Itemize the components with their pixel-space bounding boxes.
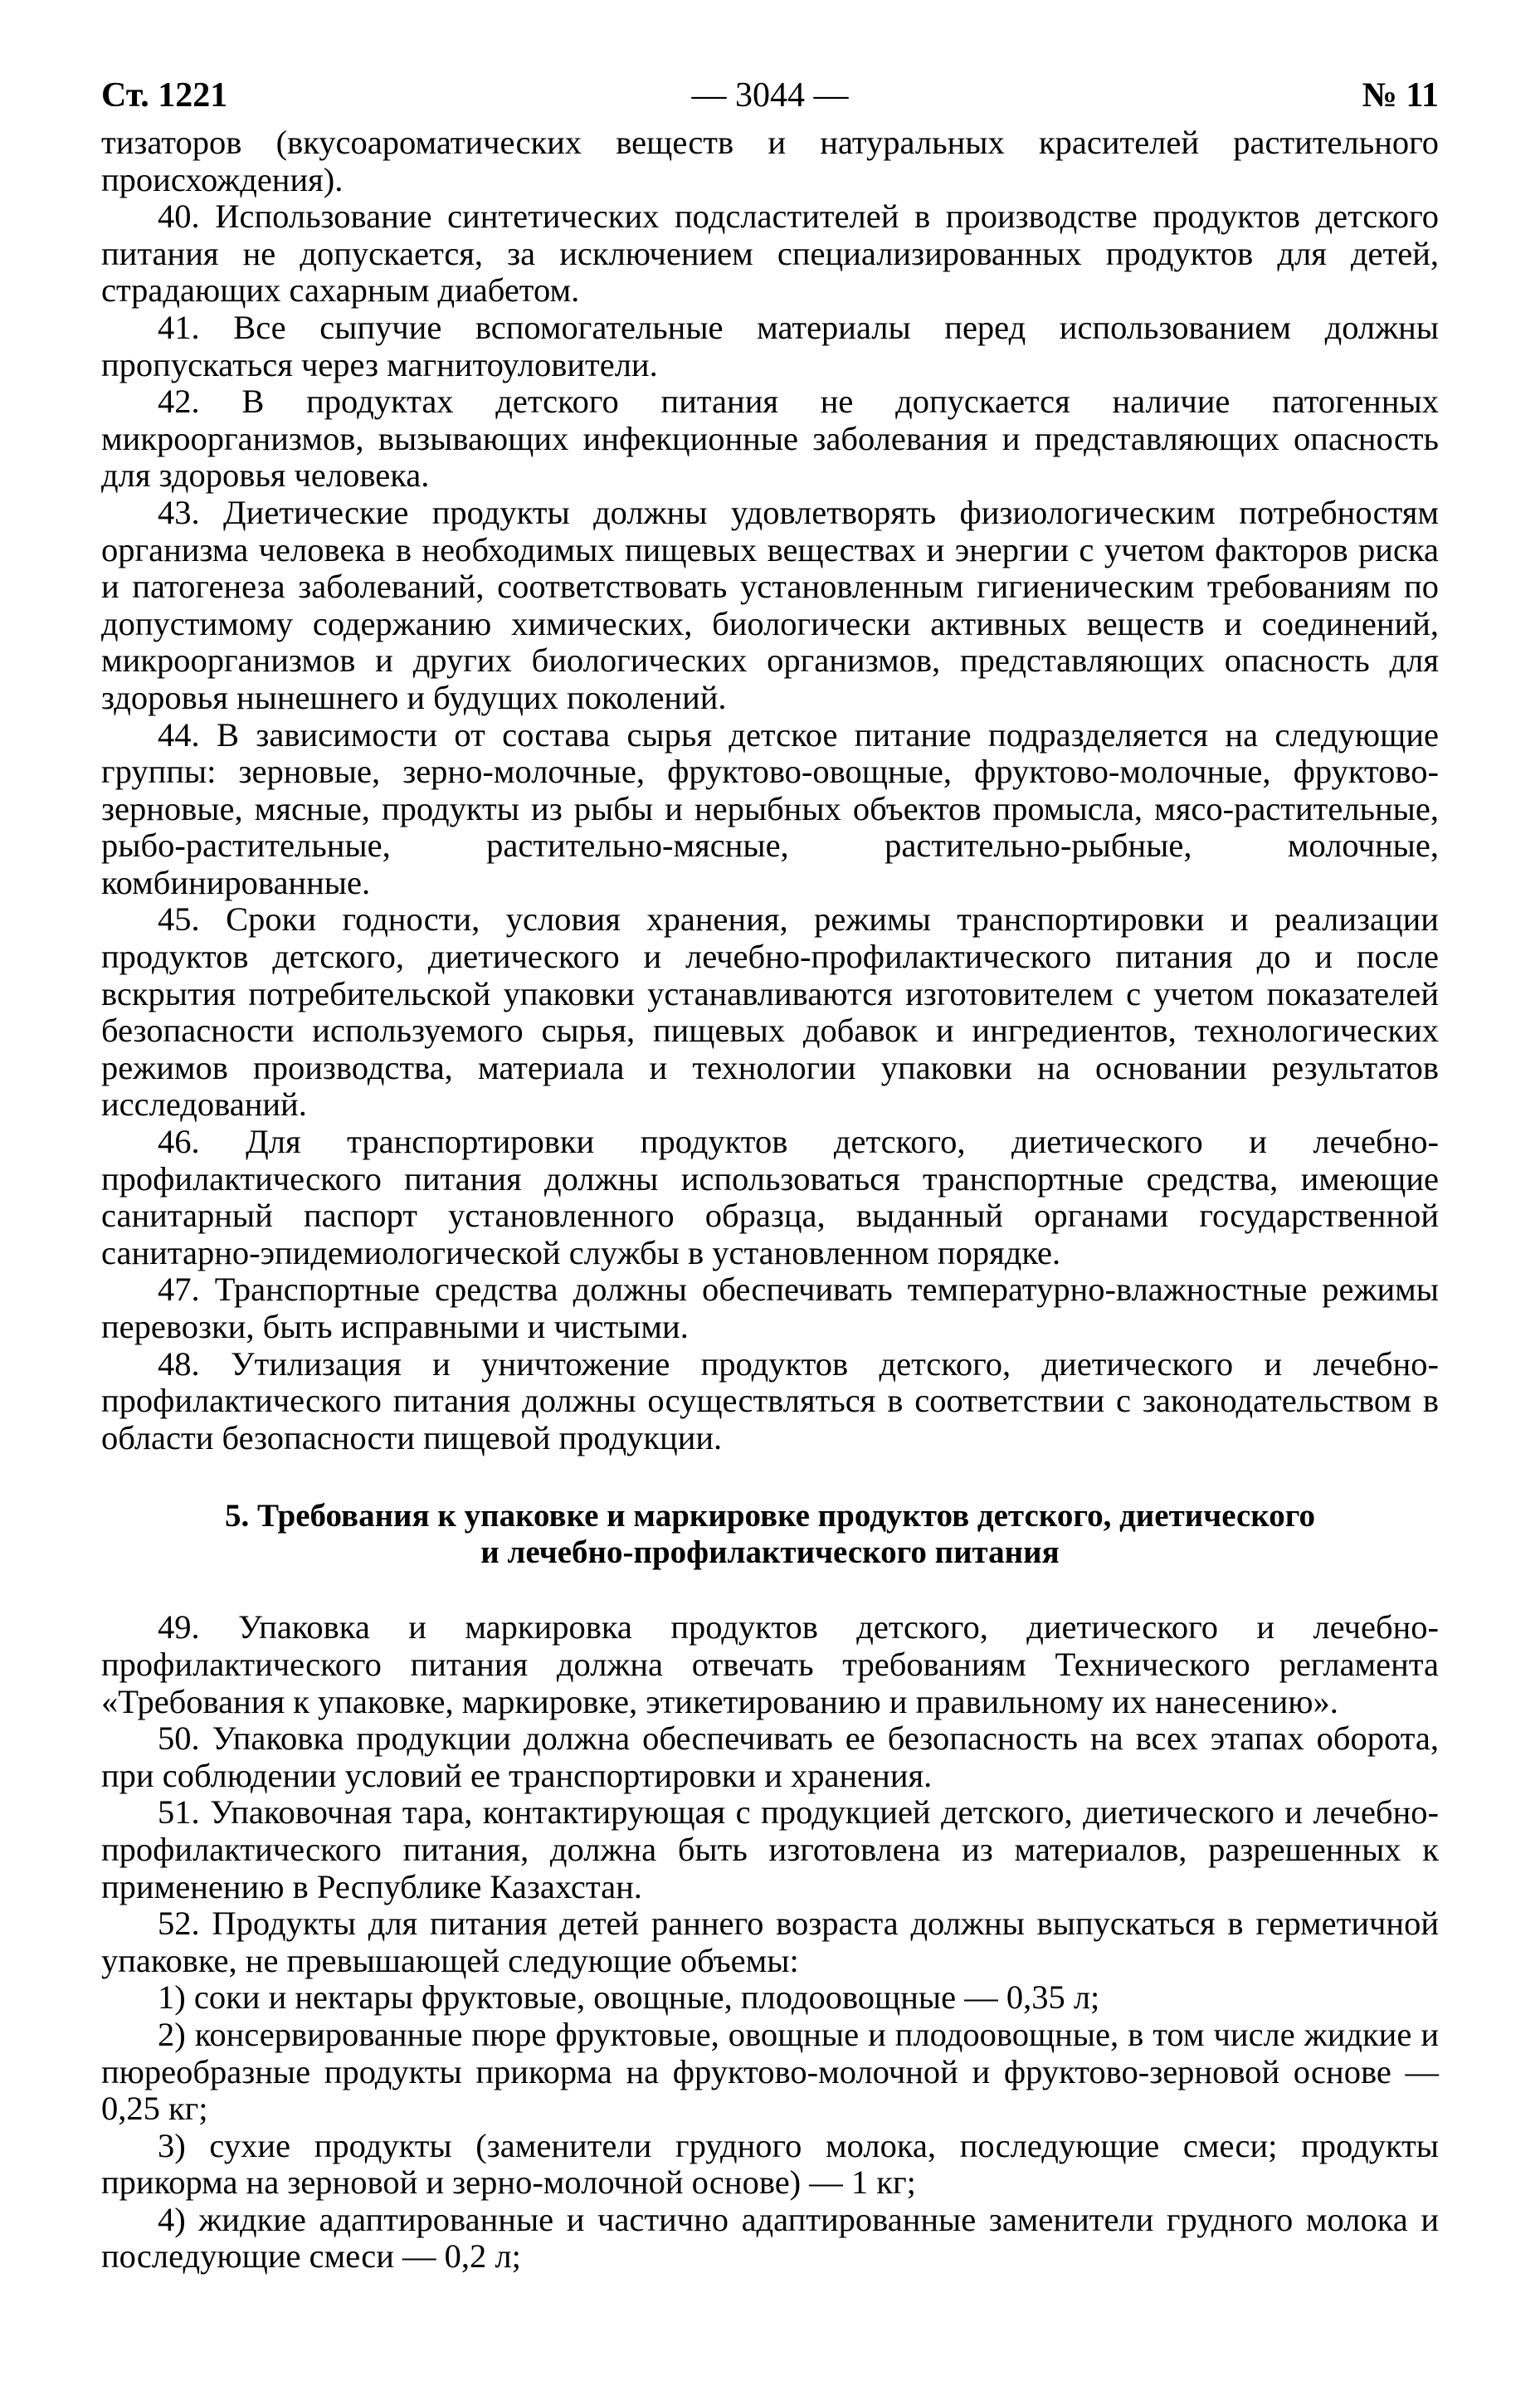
paragraph-50: 50. Упаковка продукции должна обеспечивать ее безопасность на всех этапах оборота, при соблюдении условий ее транспортировки и хранения. [101, 1720, 1439, 1794]
paragraph-43: 43. Диетические продукты должны удовлетворять физиологическим потребностям организма человека в необходимых пищевых веществах и энергии с учетом факторов риска и патогенеза заболеваний, соответствовать установленным гигиеническим требованиям по допустимому содержанию химических, биологически активных веществ и соединений, микроорганизмов и других биологических организмов, представляющих опасность для здоровья нынешнего и будущих поколений. [101, 493, 1439, 716]
list-item-3: 3) сухие продукты (заменители грудного молока, последующие смеси; продукты прикорма на зерновой и зерно-молочной основе) — 1 кг; [101, 2126, 1439, 2202]
paragraph-47: 47. Транспортные средства должны обеспечивать температурно-влажностные режимы перевозки, быть исправными и чистыми. [101, 1271, 1439, 1345]
paragraph-49: 49. Упаковка и маркировка продуктов детского, диетического и лечебно-профилактического питания должна отвечать требованиям Технического регламента «Требования к упаковке, маркировке, этикетированию и правильному их нанесению». [101, 1608, 1439, 1720]
running-header [101, 66, 1439, 124]
paragraph-40: 40. Использование синтетических подсластителей в производстве продуктов детского питания не допускается, за исключением специализированных продуктов для детей, страдающих сахарным диабетом. [101, 198, 1439, 310]
list-item-1: 1) соки и нектары фруктовые, овощные, плодоовощные — 0,35 л; [158, 1978, 1100, 2017]
issue-number: № 11 [1362, 76, 1439, 115]
section-heading-line-2: и лечебно-профилактического питания [480, 1534, 1060, 1571]
page-number: — 3044 — [691, 76, 849, 115]
paragraph-continuation: тизаторов (вкусоароматических веществ и натуральных красителей растительного происхождения). [101, 124, 1439, 198]
list-item-2: 2) консервированные пюре фруктовые, овощные и плодоовощные, в том числе жидкие и пюреобразные продукты прикорма на фруктово-молочной и фруктово-зерновой основе — 0,25 кг; [101, 2015, 1439, 2128]
paragraph-51: 51. Упаковочная тара, контактирующая с продукцией детского, диетического и лечебно-профилактического питания, должна быть изготовлена из материалов, разрешенных к применению в Республике Казахстан. [101, 1793, 1439, 1905]
document-body [101, 124, 1439, 2276]
section-heading-line-1: 5. Требования к упаковке и маркировке продуктов детского, диетического [224, 1498, 1315, 1534]
paragraph-46: 46. Для транспортировки продуктов детского, диетического и лечебно-профилактического питания должны использоваться транспортные средства, имеющие санитарный паспорт установленного образца, выданный органами государственной санитарно-эпидемиологической службы в установленном порядке. [101, 1123, 1439, 1271]
paragraph-44: 44. В зависимости от состава сырья детское питание подразделяется на следующие группы: зерновые, зерно-молочные, фруктово-овощные, фруктово-молочные, фруктово-зерновые, мясные, продукты из рыбы и нерыбных объектов промысла, мясо-растительные, рыбо-растительные, растительно-мясные, растительно-рыбные, молочные, комбинированные. [101, 715, 1439, 901]
article-number: Ст. 1221 [101, 76, 228, 115]
paragraph-45: 45. Сроки годности, условия хранения, режимы транспортировки и реализации продуктов детского, диетического и лечебно-профилактического питания до и после вскрытия потребительской упаковки устанавливаются изготовителем с учетом показателей безопасности используемого сырья, пищевых добавок и ингредиентов, технологических режимов производства, материала и технологии упаковки на основании результатов исследований. [101, 900, 1439, 1124]
section-heading [101, 1498, 1439, 1571]
document-page [101, 66, 1439, 2276]
paragraph-48: 48. Утилизация и уничтожение продуктов детского, диетического и лечебно-профилактического питания должны осуществляться в соответствии с законодательством в области безопасности пищевой продукции. [101, 1344, 1439, 1456]
paragraph-52: 52. Продукты для питания детей раннего возраста должны выпускаться в герметичной упаковке, не превышающей следующие объемы: [101, 1905, 1439, 1979]
list-item-4: 4) жидкие адаптированные и частично адаптированные заменители грудного молока и последующие смеси — 0,2 л; [101, 2200, 1439, 2276]
paragraph-42: 42. В продуктах детского питания не допускается наличие патогенных микроорганизмов, вызывающих инфекционные заболевания и представляющих опасность для здоровья человека. [101, 383, 1439, 495]
paragraph-41: 41. Все сыпучие вспомогательные материалы перед использованием должны пропускаться через магнитоуловители. [101, 308, 1439, 383]
